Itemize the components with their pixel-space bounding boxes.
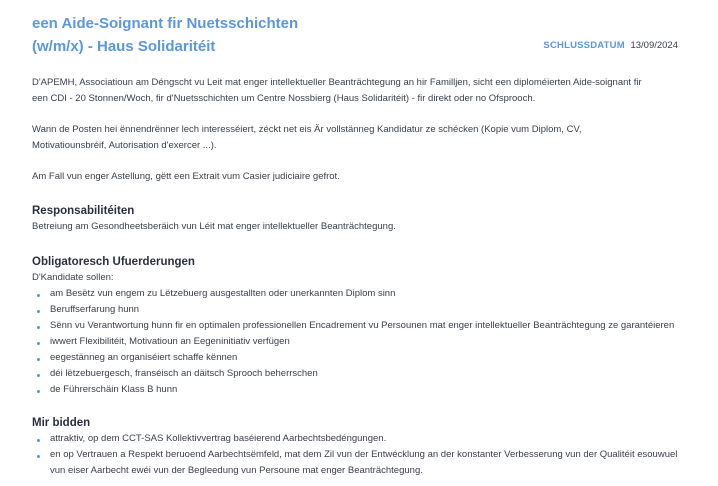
obligatoresch-intro: D'Kandidate sollen: (32, 272, 114, 283)
list-item (32, 447, 692, 479)
list-item-text: déi lëtzebuergesch, franséisch an däitsch Sprooch beherrschen (50, 368, 318, 379)
bullet-icon (37, 455, 40, 458)
section-heading-responsabiliteiten: Responsabilitéiten (32, 205, 135, 217)
list-item-text: Beruffserfarung hunn (50, 304, 140, 315)
list-item (32, 431, 692, 447)
bullet-icon (37, 374, 40, 377)
intro-paragraph: D'APEMH, Associatioun am Déngscht vu Leit mat enger intellektueller Beanträchtegung an hir Familljen, sicht een diploméierten Aide-soignant fir een CDI - 20 Stonnen/Woch, fir d'Nuetsschichten um Centre Nossbierg (Haus Solidaritéit) - fir direkt oder no Ofsprooch. (32, 77, 642, 104)
list-item (32, 302, 692, 318)
deadline-date: 13/09/2024 (630, 40, 678, 51)
list-item-text: eegestänneg an organiséiert schaffe kënnen (50, 352, 238, 363)
list-item (32, 334, 692, 350)
intro (32, 75, 692, 185)
bullet-icon (37, 326, 40, 329)
section-heading-obligatoresch: Obligatoresch Ufuerderungen (32, 256, 195, 268)
intro-paragraph: Wann de Posten hei ënnendrënner lech interesséiert, zéckt net eis Är vollstänneg Kandidatur ze schécken (Kopie vum Diplom, CV, Motivatiounsbréif, Autorisation d'exercer ...). (32, 124, 582, 151)
list-item-text: attraktiv, op dem CCT-SAS Kollektivvertrag baséierend Aarbechtsbedéngungen. (50, 433, 387, 444)
bullet-icon (37, 358, 40, 361)
intro-paragraph: Am Fall vun enger Astellung, gëtt een Extrait vum Casier judiciaire gefrot. (32, 171, 340, 182)
job-posting (32, 12, 692, 479)
deadline (543, 40, 678, 51)
job-title (32, 12, 362, 58)
section-heading-mir-bidden: Mir bidden (32, 417, 91, 429)
benefits-list (32, 431, 692, 479)
deadline-label: SCHLUSSDATUM (543, 40, 625, 51)
list-item (32, 286, 692, 302)
requirements-list (32, 286, 692, 398)
list-item-text: am Besëtz vun engem zu Lëtzebuerg ausgestallten oder unerkannten Diplom sinn (50, 288, 396, 299)
list-item (32, 366, 692, 382)
list-item-text: Sënn vu Verantwortung hunn fir en optimalen professionellen Encadrement vu Persounen mat enger intellektueller Beanträchtegung ze garantéieren (50, 320, 675, 331)
bullet-icon (37, 439, 40, 442)
bullet-icon (37, 294, 40, 297)
list-item (32, 382, 692, 398)
list-item (32, 350, 692, 366)
job-title-line-2: (w/m/x) - Haus Solidaritéit (32, 38, 216, 55)
list-item (32, 318, 692, 334)
list-item-text: en op Vertrauen a Respekt beruoend Aarbechtsëmfeld, mat dem Zil vun der Entwécklung an der konstanter Verbesserung vun der Qualitéit esouwuel vun eiser Aarbecht ewéi vun der Begleedung vun Persoune mat enger Beanträchtegung. (50, 449, 678, 476)
responsabiliteiten-text: Betreiung am Gesondheetsberäich vun Léit mat enger intellektueller Beanträchtegung. (32, 221, 396, 232)
bullet-icon (37, 390, 40, 393)
job-title-line-1: een Aide-Soignant fir Nuetsschichten (32, 15, 299, 32)
list-item-text: iwwert Flexibilitéit, Motivatioun an Eegeninitiativ verfügen (50, 336, 290, 347)
list-item-text: de Führerschäin Klass B hunn (50, 384, 178, 395)
bullet-icon (37, 310, 40, 313)
bullet-icon (37, 342, 40, 345)
